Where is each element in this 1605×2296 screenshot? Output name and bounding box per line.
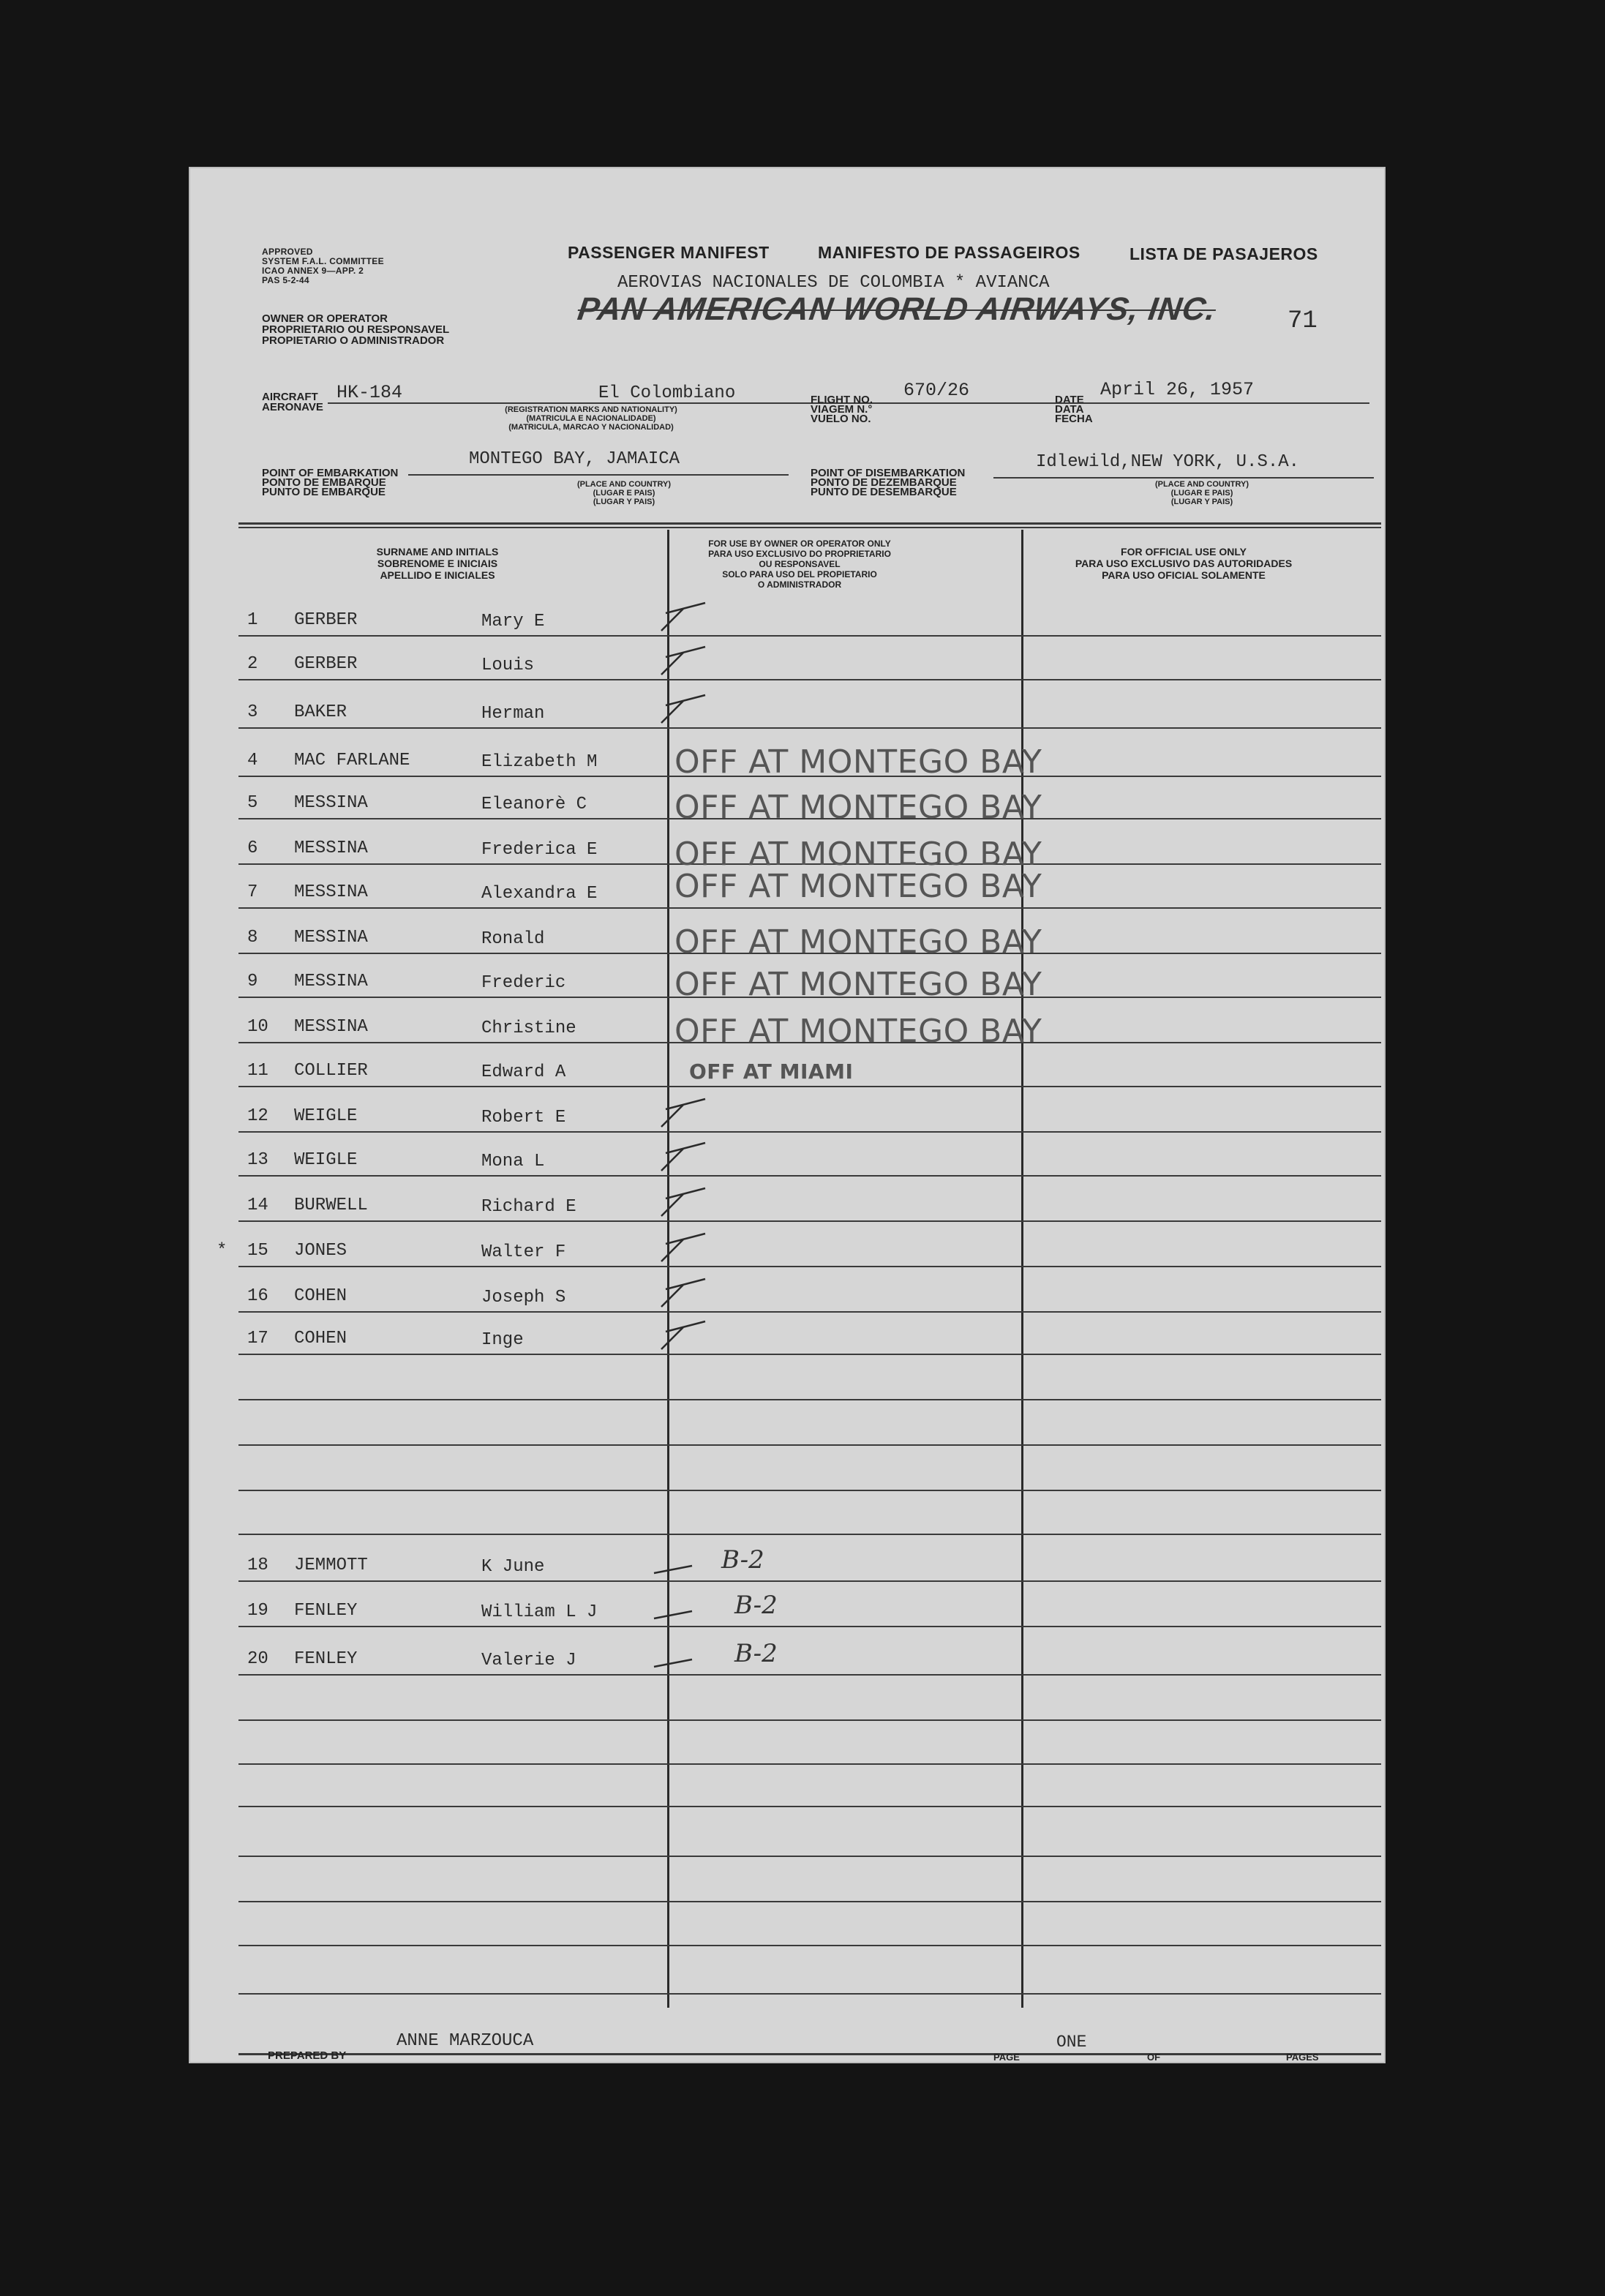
- row-rule: [238, 1856, 1381, 1857]
- row-number: 19: [247, 1601, 268, 1621]
- owner-label-block: [262, 313, 449, 346]
- row-prefix: *: [217, 1241, 228, 1261]
- row-number: 2: [247, 654, 258, 674]
- row-rule: [238, 907, 1381, 909]
- row-rule: [238, 1131, 1381, 1133]
- row-surname: MESSINA: [294, 1017, 368, 1037]
- row-number: 13: [247, 1150, 268, 1170]
- of-label: OF: [1147, 2052, 1161, 2063]
- row-given-name: Alexandra E: [481, 884, 598, 904]
- page-value: ONE: [1056, 2033, 1087, 2052]
- handwritten-note: B-2: [721, 1545, 764, 1575]
- row-rule: [238, 1086, 1381, 1087]
- aircraft-label: AIRCRAFT AERONAVE: [262, 391, 323, 413]
- approval-line: SYSTEM F.A.L. COMMITTEE: [262, 256, 384, 266]
- row-surname: MESSINA: [294, 839, 368, 858]
- row-rule: [238, 1266, 1381, 1267]
- row-number: 17: [247, 1329, 268, 1348]
- row-given-name: Louis: [481, 656, 535, 675]
- row-given-name: Frederic: [481, 973, 566, 993]
- flight-value: 670/26: [903, 380, 970, 401]
- row-surname: WEIGLE: [294, 1106, 358, 1126]
- row-surname: BURWELL: [294, 1196, 368, 1215]
- col-header-official: FOR OFFICIAL USE ONLY PARA USO EXCLUSIVO DAS AUTORIDADES PARA USO OFICIAL SOLAMENTE: [1075, 546, 1293, 581]
- row-rule: [238, 1175, 1381, 1177]
- disembark-value: Idlewild,NEW YORK, U.S.A.: [1036, 452, 1300, 472]
- operator-printed: PAN AMERICAN WORLD AIRWAYS, INC.: [575, 291, 1219, 327]
- check-mark: [654, 691, 720, 727]
- row-given-name: Inge: [481, 1330, 524, 1350]
- row-surname: GERBER: [294, 654, 358, 674]
- row-number: 16: [247, 1286, 268, 1306]
- row-number: 10: [247, 1017, 268, 1037]
- row-given-name: Robert E: [481, 1108, 566, 1128]
- row-given-name: Elizabeth M: [481, 752, 598, 772]
- row-rule: [238, 727, 1381, 729]
- aircraft-name: El Colombiano: [598, 383, 736, 403]
- check-mark: [654, 1275, 720, 1311]
- row-rule: [238, 1763, 1381, 1765]
- row-given-name: Joseph S: [481, 1288, 566, 1308]
- operator-typed: AEROVIAS NACIONALES DE COLOMBIA * AVIANCA: [617, 273, 1050, 293]
- row-given-name: Frederica E: [481, 840, 598, 860]
- row-rule: [238, 1490, 1381, 1491]
- owner-label: PROPIETARIO O ADMINISTRADOR: [262, 334, 445, 347]
- status-stamp: OFF AT MONTEGO BAY: [674, 836, 1042, 873]
- status-stamp: OFF AT MONTEGO BAY: [674, 966, 1042, 1003]
- col-header-name: SURNAME AND INITIALS SOBRENOME E INICIAIS APELLIDO E INICIALES: [376, 546, 499, 581]
- status-stamp: OFF AT MONTEGO BAY: [674, 743, 1042, 781]
- row-number: 6: [247, 839, 258, 858]
- row-surname: FENLEY: [294, 1649, 358, 1669]
- check-mark: [654, 1095, 720, 1131]
- row-number: 1: [247, 610, 258, 630]
- row-given-name: Richard E: [481, 1197, 576, 1217]
- check-mark: [648, 1637, 714, 1674]
- row-number: 4: [247, 751, 258, 770]
- date-label: DATE DATA FECHA: [1055, 394, 1093, 425]
- embark-value: MONTEGO BAY, JAMAICA: [469, 449, 680, 469]
- status-stamp: OFF AT MONTEGO BAY: [674, 868, 1042, 905]
- row-surname: MESSINA: [294, 972, 368, 991]
- row-given-name: K June: [481, 1557, 545, 1577]
- approval-line: PAS 5-2-44: [262, 275, 309, 285]
- row-rule: [238, 1444, 1381, 1446]
- page-label: PAGE: [993, 2052, 1020, 2063]
- row-surname: GERBER: [294, 610, 358, 630]
- title-es: LISTA DE PASAJEROS: [1129, 244, 1318, 263]
- registration-sublabel: (REGISTRATION MARKS AND NATIONALITY) (MATRICULA E NACIONALIDADE) (MATRICULA, MARCAO Y NACIONALIDAD): [505, 405, 677, 432]
- table-top-rule: [238, 522, 1381, 525]
- title-pt: MANIFESTO DE PASSAGEIROS: [818, 243, 1080, 262]
- row-rule: [238, 1945, 1381, 1946]
- row-rule: [238, 635, 1381, 637]
- row-given-name: Valerie J: [481, 1651, 576, 1670]
- row-given-name: Walter F: [481, 1242, 566, 1262]
- row-number: 11: [247, 1061, 268, 1081]
- check-mark: [654, 1184, 720, 1220]
- title-en: PASSENGER MANIFEST: [568, 243, 770, 262]
- pages-label: PAGES: [1286, 2052, 1319, 2063]
- row-surname: COLLIER: [294, 1061, 368, 1081]
- row-surname: MESSINA: [294, 928, 368, 948]
- row-number: 18: [247, 1556, 268, 1575]
- row-rule: [238, 1719, 1381, 1721]
- row-given-name: Christine: [481, 1018, 576, 1038]
- row-rule: [238, 1626, 1381, 1627]
- row-number: 12: [247, 1106, 268, 1126]
- footer-rule: [238, 2053, 1381, 2055]
- row-given-name: Mary E: [481, 612, 545, 631]
- owner-label: OWNER OR OPERATOR: [262, 312, 388, 325]
- handwritten-note: B-2: [734, 1591, 778, 1620]
- row-rule: [238, 1399, 1381, 1400]
- row-rule: [238, 1806, 1381, 1807]
- approval-line: APPROVED: [262, 247, 313, 257]
- check-mark: [654, 1229, 720, 1266]
- col-header-owner: FOR USE BY OWNER OR OPERATOR ONLY PARA USO EXCLUSIVO DO PROPRIETARIO OU RESPONSAVEL SOLO PARA USO DEL PROPIETARIO O ADMINISTRADOR: [708, 539, 891, 590]
- row-given-name: William L J: [481, 1602, 598, 1622]
- prepared-by-label: PREPARED BY: [268, 2049, 347, 2062]
- flight-label: FLIGHT NO. VIAGEM N.° VUELO NO.: [811, 394, 873, 425]
- row-number: 3: [247, 702, 258, 722]
- check-mark: [654, 1138, 720, 1175]
- date-rule: [1055, 402, 1369, 404]
- row-surname: MESSINA: [294, 793, 368, 813]
- row-number: 5: [247, 793, 258, 813]
- row-number: 7: [247, 882, 258, 902]
- owner-label: PROPRIETARIO OU RESPONSAVEL: [262, 323, 450, 336]
- row-surname: JEMMOTT: [294, 1556, 368, 1575]
- row-number: 20: [247, 1649, 268, 1669]
- disembark-rule: [993, 477, 1374, 479]
- manifest-sheet: [189, 167, 1386, 2063]
- column-divider: [667, 530, 669, 2008]
- status-stamp: OFF AT MONTEGO BAY: [674, 923, 1042, 961]
- row-rule: [238, 1901, 1381, 1902]
- row-surname: WEIGLE: [294, 1150, 358, 1170]
- check-mark: [654, 599, 720, 635]
- status-stamp: OFF AT MONTEGO BAY: [674, 1013, 1042, 1050]
- check-mark: [654, 1317, 720, 1354]
- table-top-rule: [238, 527, 1381, 528]
- aircraft-rule: [328, 402, 971, 404]
- row-surname: COHEN: [294, 1329, 347, 1348]
- embark-label: POINT OF EMBARKATION PONTO DE EMBARQUE PUNTO DE EMBARQUE: [262, 467, 399, 498]
- row-given-name: Ronald: [481, 929, 545, 949]
- row-given-name: Eleanorè C: [481, 795, 587, 814]
- approval-line: ICAO ANNEX 9—APP. 2: [262, 266, 364, 276]
- row-surname: JONES: [294, 1241, 347, 1261]
- row-surname: BAKER: [294, 702, 347, 722]
- row-rule: [238, 1311, 1381, 1313]
- check-mark: [654, 642, 720, 679]
- approval-block: [262, 247, 384, 285]
- disembark-sublabel: (PLACE AND COUNTRY) (LUGAR E PAIS) (LUGAR Y PAIS): [1154, 480, 1249, 506]
- embark-sublabel: (PLACE AND COUNTRY) (LUGAR E PAIS) (LUGAR Y PAIS): [576, 480, 672, 506]
- row-given-name: Mona L: [481, 1152, 545, 1171]
- row-rule: [238, 1354, 1381, 1355]
- flight-rule: [876, 402, 1059, 404]
- row-surname: MESSINA: [294, 882, 368, 902]
- row-given-name: Herman: [481, 704, 545, 724]
- row-rule: [238, 1993, 1381, 1995]
- row-surname: COHEN: [294, 1286, 347, 1306]
- check-mark: [648, 1589, 714, 1626]
- row-surname: MAC FARLANE: [294, 751, 410, 770]
- embark-rule: [408, 474, 789, 476]
- prepared-by-value: ANNE MARZOUCA: [396, 2031, 534, 2051]
- aircraft-value: HK-184: [337, 382, 403, 403]
- row-number: 15: [247, 1241, 268, 1261]
- row-rule: [238, 679, 1381, 680]
- row-number: 14: [247, 1196, 268, 1215]
- handwritten-note: B-2: [734, 1639, 778, 1668]
- row-rule: [238, 1220, 1381, 1222]
- row-rule: [238, 1674, 1381, 1676]
- row-number: 8: [247, 928, 258, 948]
- date-value: April 26, 1957: [1100, 379, 1255, 400]
- row-given-name: Edward A: [481, 1062, 566, 1082]
- row-number: 9: [247, 972, 258, 991]
- status-stamp: OFF AT MIAMI: [689, 1059, 854, 1084]
- check-mark: [648, 1544, 714, 1580]
- row-rule: [238, 1580, 1381, 1582]
- page-number: 71: [1288, 307, 1318, 335]
- row-rule: [238, 1534, 1381, 1535]
- status-stamp: OFF AT MONTEGO BAY: [674, 789, 1042, 826]
- disembark-label: POINT OF DISEMBARKATION PONTO DE DEZEMBARQUE PUNTO DE DESEMBARQUE: [811, 467, 966, 498]
- row-surname: FENLEY: [294, 1601, 358, 1621]
